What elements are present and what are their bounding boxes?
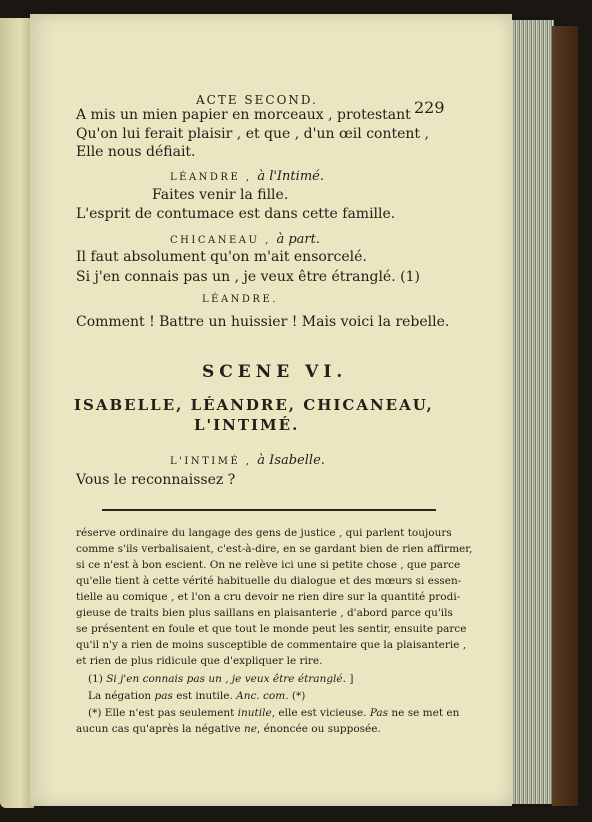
footnote-entry xyxy=(88,708,459,719)
speaker-heading: LÉANDRE. xyxy=(202,294,278,305)
book-cover xyxy=(552,26,578,806)
footnote-line: si ce n'est à bon escient. On ne relève ici une si petite chose , que parce xyxy=(76,559,461,571)
page-number: 229 xyxy=(414,98,445,117)
scene-characters: ISABELLE, LÉANDRE, CHICANEAU, xyxy=(74,396,434,414)
footnote-bracket: ] xyxy=(349,673,354,685)
verse-line: L'esprit de contumace est dans cette famille. xyxy=(76,206,396,222)
verse-line: A mis un mien papier en morceaux , protestant xyxy=(76,107,411,123)
speaker-name: L'INTIMÉ , xyxy=(170,456,252,467)
footnote-emphasis: Pas xyxy=(369,707,389,719)
footnote-line: gieuse de traits bien plus saillans en plaisanterie , d'abord parce qu'ils xyxy=(76,607,453,619)
left-page-edge xyxy=(0,18,34,808)
stage-direction: à l'Intimé. xyxy=(257,169,324,184)
footnote-line: qu'elle tient à cette vérité habituelle du dialogue et des mœurs si essen- xyxy=(76,575,462,587)
footnote-text: ne se met en xyxy=(391,707,460,719)
footnote-mark: (*) xyxy=(291,690,306,702)
footnote-emphasis: pas xyxy=(154,690,173,702)
footnote-emphasis: ne xyxy=(243,723,257,735)
footnote-text: est inutile. xyxy=(176,690,233,702)
running-head: ACTE SECOND. xyxy=(196,93,318,107)
footnote-entry xyxy=(76,724,381,735)
footnote-emphasis: inutile xyxy=(237,707,272,719)
speaker-name: CHICANEAU , xyxy=(170,235,271,246)
book-page xyxy=(30,14,512,806)
speaker-heading xyxy=(170,233,320,246)
scene-title: SCENE VI. xyxy=(202,362,348,382)
speaker-heading xyxy=(170,454,325,467)
verse-line: Vous le reconnaissez ? xyxy=(76,472,236,488)
verse-line: Comment ! Battre un huissier ! Mais voici la rebelle. xyxy=(76,314,450,330)
footnote-text: La négation xyxy=(88,690,152,702)
page-stack-edge xyxy=(508,20,554,804)
footnote-rule xyxy=(102,509,436,511)
verse-line: Qu'on lui ferait plaisir , et que , d'un œil content , xyxy=(76,126,429,142)
footnote-quote: Si j'en connais pas un , je veux être étranglé. xyxy=(106,673,346,685)
footnote-source: Anc. com. xyxy=(236,690,289,702)
verse-line: Elle nous défiait. xyxy=(76,144,196,160)
speaker-name: LÉANDRE , xyxy=(170,172,252,183)
verse-line: Si j'en connais pas un , je veux être étranglé. (1) xyxy=(76,269,420,285)
speaker-heading xyxy=(170,170,324,183)
footnote-entry xyxy=(88,674,353,685)
footnote-line: se présentent en foule et que tout le monde peut les sentir, ensuite parce xyxy=(76,623,467,635)
footnote-line: tielle au comique , et l'on a cru devoir ne rien dire sur la quantité prodi- xyxy=(76,591,461,603)
footnote-number: (1) xyxy=(88,673,103,685)
footnote-line: et rien de plus ridicule que d'expliquer le rire. xyxy=(76,655,323,667)
footnote-line: comme s'ils verbalisaient, c'est-à-dire, en se gardant bien de rien affirmer, xyxy=(76,543,473,555)
verse-line: Faites venir la fille. xyxy=(152,187,289,203)
scene-characters: L'INTIMÉ. xyxy=(194,416,300,434)
verse-line: Il faut absolument qu'on m'ait ensorcelé. xyxy=(76,249,367,265)
footnote-text: (*) Elle n'est pas seulement xyxy=(88,707,235,719)
footnote-text: , énoncée ou supposée. xyxy=(256,723,381,735)
stage-direction: à Isabelle. xyxy=(257,453,325,468)
footnote-line: réserve ordinaire du langage des gens de justice , qui parlent toujours xyxy=(76,527,452,539)
footnote-line: qu'il n'y a rien de moins susceptible de commentaire que la plaisanterie , xyxy=(76,639,467,651)
footnote-text: , elle est vicieuse. xyxy=(271,707,367,719)
footnote-text: aucun cas qu'après la négative xyxy=(76,723,241,735)
stage-direction: à part. xyxy=(276,232,320,247)
footnote-entry xyxy=(88,691,305,702)
